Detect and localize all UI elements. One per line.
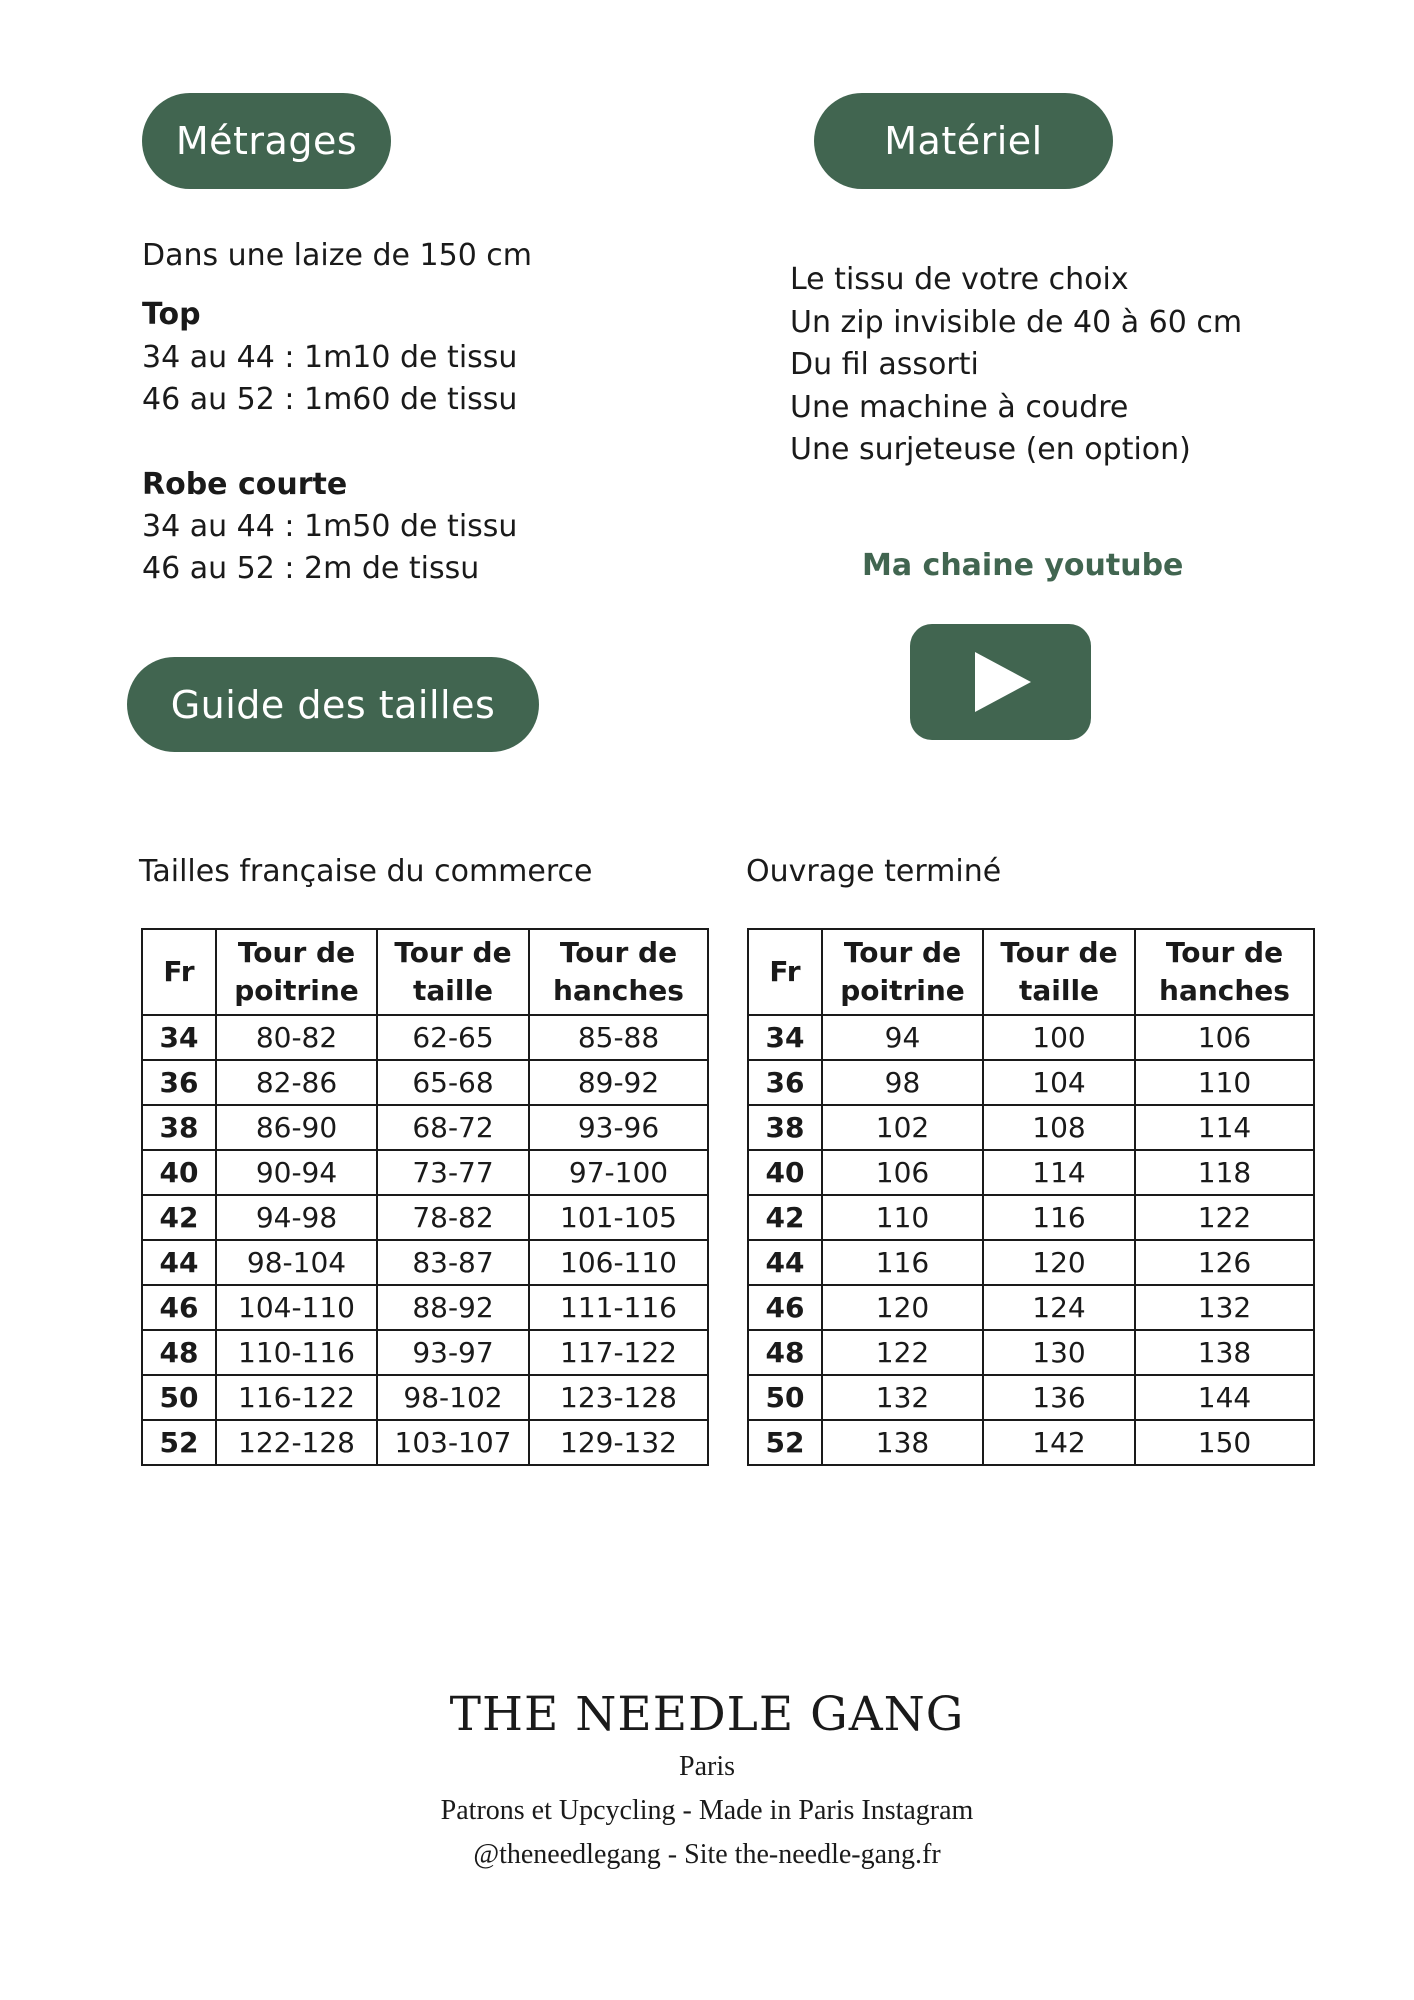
- size-cell: 36: [142, 1060, 216, 1105]
- measurement-cell: 93-97: [377, 1330, 529, 1375]
- table-row: [748, 1060, 1314, 1105]
- table-row: [142, 1420, 708, 1465]
- size-cell: 38: [142, 1105, 216, 1150]
- measurement-cell: 78-82: [377, 1195, 529, 1240]
- measurement-cell: 108: [983, 1105, 1135, 1150]
- table-row: [748, 1375, 1314, 1420]
- robe-line: 34 au 44 : 1m50 de tissu: [142, 509, 518, 544]
- measurement-cell: 68-72: [377, 1105, 529, 1150]
- measurement-cell: 138: [822, 1420, 983, 1465]
- robe-title: Robe courte: [142, 467, 348, 502]
- measurement-cell: 83-87: [377, 1240, 529, 1285]
- measurement-cell: 106: [822, 1150, 983, 1195]
- size-cell: 40: [142, 1150, 216, 1195]
- brand-logo-text: THE NEEDLE GANG: [449, 1687, 965, 1742]
- play-icon: [969, 650, 1033, 714]
- measurement-cell: 116-122: [216, 1375, 377, 1420]
- size-cell: 50: [142, 1375, 216, 1420]
- measurement-cell: 142: [983, 1420, 1135, 1465]
- measurement-cell: 101-105: [529, 1195, 708, 1240]
- measurement-cell: 82-86: [216, 1060, 377, 1105]
- measurement-cell: 89-92: [529, 1060, 708, 1105]
- column-header: Tour de hanches: [1135, 929, 1314, 1015]
- measurement-cell: 110-116: [216, 1330, 377, 1375]
- measurement-cell: 123-128: [529, 1375, 708, 1420]
- measurement-cell: 90-94: [216, 1150, 377, 1195]
- guide-heading: Guide des tailles: [127, 657, 539, 752]
- column-header: Fr: [142, 929, 216, 1015]
- table-row: [748, 1150, 1314, 1195]
- table-row: [142, 1330, 708, 1375]
- measurement-cell: 122: [1135, 1195, 1314, 1240]
- size-cell: 42: [142, 1195, 216, 1240]
- size-cell: 52: [748, 1420, 822, 1465]
- footer: [0, 1685, 1414, 1877]
- table-row: [142, 1195, 708, 1240]
- measurement-cell: 132: [1135, 1285, 1314, 1330]
- size-cell: 44: [142, 1240, 216, 1285]
- measurement-cell: 122-128: [216, 1420, 377, 1465]
- material-item: Un zip invisible de 40 à 60 cm: [790, 304, 1243, 340]
- measurement-cell: 104-110: [216, 1285, 377, 1330]
- finished-garment-table: [747, 928, 1315, 1466]
- size-cell: 40: [748, 1150, 822, 1195]
- measurement-cell: 110: [822, 1195, 983, 1240]
- measurement-cell: 132: [822, 1375, 983, 1420]
- measurement-cell: 88-92: [377, 1285, 529, 1330]
- measurement-cell: 130: [983, 1330, 1135, 1375]
- size-cell: 50: [748, 1375, 822, 1420]
- commerce-size-table: [141, 928, 709, 1466]
- measurement-cell: 106-110: [529, 1240, 708, 1285]
- table-row: [748, 1240, 1314, 1285]
- column-header: Tour de hanches: [529, 929, 708, 1015]
- measurement-cell: 102: [822, 1105, 983, 1150]
- measurement-cell: 120: [983, 1240, 1135, 1285]
- laize-text: Dans une laize de 150 cm: [142, 238, 533, 273]
- metrages-heading: Métrages: [142, 93, 391, 189]
- table-row: [142, 1375, 708, 1420]
- measurement-cell: 150: [1135, 1420, 1314, 1465]
- table-row: [748, 1105, 1314, 1150]
- measurement-cell: 98-104: [216, 1240, 377, 1285]
- measurement-cell: 104: [983, 1060, 1135, 1105]
- measurement-cell: 122: [822, 1330, 983, 1375]
- measurement-cell: 62-65: [377, 1015, 529, 1060]
- material-item: Du fil assorti: [790, 347, 979, 382]
- material-item: Une surjeteuse (en option): [790, 432, 1191, 467]
- size-cell: 34: [142, 1015, 216, 1060]
- table-row: [142, 1105, 708, 1150]
- column-header: Tour de taille: [377, 929, 529, 1015]
- table-row: [748, 1330, 1314, 1375]
- table-row: [748, 1285, 1314, 1330]
- measurement-cell: 129-132: [529, 1420, 708, 1465]
- measurement-cell: 136: [983, 1375, 1135, 1420]
- size-cell: 38: [748, 1105, 822, 1150]
- measurement-cell: 118: [1135, 1150, 1314, 1195]
- measurement-cell: 86-90: [216, 1105, 377, 1150]
- measurement-cell: 111-116: [529, 1285, 708, 1330]
- footer-city: Paris: [679, 1751, 735, 1782]
- footer-tagline: Patrons et Upcycling - Made in Paris Instagram: [440, 1795, 974, 1826]
- measurement-cell: 114: [983, 1150, 1135, 1195]
- measurement-cell: 124: [983, 1285, 1135, 1330]
- materiel-heading: Matériel: [814, 93, 1113, 189]
- measurement-cell: 116: [983, 1195, 1135, 1240]
- material-item: Le tissu de votre choix: [790, 262, 1129, 297]
- measurement-cell: 117-122: [529, 1330, 708, 1375]
- top-line: 46 au 52 : 1m60 de tissu: [142, 382, 518, 417]
- youtube-label[interactable]: Ma chaine youtube: [862, 548, 1184, 583]
- top-line: 34 au 44 : 1m10 de tissu: [142, 340, 518, 375]
- column-header: Tour de poitrine: [216, 929, 377, 1015]
- table-row: [142, 1015, 708, 1060]
- material-item: Une machine à coudre: [790, 389, 1129, 425]
- column-header: Tour de taille: [983, 929, 1135, 1015]
- column-header: Fr: [748, 929, 822, 1015]
- table-row: [142, 1150, 708, 1195]
- table-header-row: [142, 929, 708, 1015]
- measurement-cell: 94: [822, 1015, 983, 1060]
- top-title: Top: [142, 297, 201, 332]
- robe-line: 46 au 52 : 2m de tissu: [142, 551, 480, 586]
- table-row: [748, 1420, 1314, 1465]
- measurement-cell: 138: [1135, 1330, 1314, 1375]
- measurement-cell: 80-82: [216, 1015, 377, 1060]
- size-cell: 46: [142, 1285, 216, 1330]
- measurement-cell: 126: [1135, 1240, 1314, 1285]
- measurement-cell: 103-107: [377, 1420, 529, 1465]
- measurement-cell: 116: [822, 1240, 983, 1285]
- materials-list: [790, 259, 1242, 472]
- size-cell: 46: [748, 1285, 822, 1330]
- measurement-cell: 106: [1135, 1015, 1314, 1060]
- measurement-cell: 65-68: [377, 1060, 529, 1105]
- size-cell: 34: [748, 1015, 822, 1060]
- measurement-cell: 120: [822, 1285, 983, 1330]
- footer-links[interactable]: @theneedlegang - Site the-needle-gang.fr: [473, 1839, 941, 1870]
- left-table-caption: Tailles française du commerce: [139, 854, 593, 889]
- right-table-caption: Ouvrage terminé: [746, 854, 1002, 889]
- table-row: [748, 1195, 1314, 1240]
- table-row: [142, 1240, 708, 1285]
- table-row: [142, 1060, 708, 1105]
- size-cell: 48: [142, 1330, 216, 1375]
- size-cell: 36: [748, 1060, 822, 1105]
- measurement-cell: 98: [822, 1060, 983, 1105]
- size-cell: 44: [748, 1240, 822, 1285]
- size-cell: 48: [748, 1330, 822, 1375]
- measurement-cell: 114: [1135, 1105, 1314, 1150]
- column-header: Tour de poitrine: [822, 929, 983, 1015]
- measurement-cell: 144: [1135, 1375, 1314, 1420]
- table-row: [748, 1015, 1314, 1060]
- size-cell: 42: [748, 1195, 822, 1240]
- table-header-row: [748, 929, 1314, 1015]
- measurement-cell: 73-77: [377, 1150, 529, 1195]
- measurement-cell: 94-98: [216, 1195, 377, 1240]
- table-row: [142, 1285, 708, 1330]
- measurement-cell: 110: [1135, 1060, 1314, 1105]
- measurement-cell: 100: [983, 1015, 1135, 1060]
- measurement-cell: 98-102: [377, 1375, 529, 1420]
- youtube-play-button[interactable]: [910, 624, 1091, 740]
- measurement-cell: 85-88: [529, 1015, 708, 1060]
- size-cell: 52: [142, 1420, 216, 1465]
- measurement-cell: 97-100: [529, 1150, 708, 1195]
- measurement-cell: 93-96: [529, 1105, 708, 1150]
